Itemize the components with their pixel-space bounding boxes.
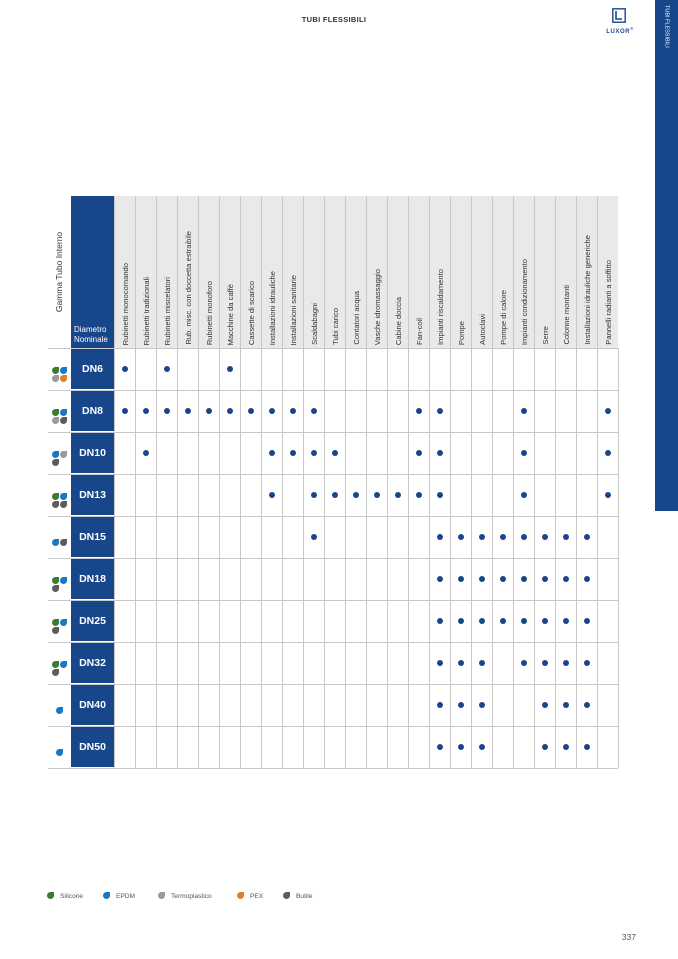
brand-name: LUXOR®: [606, 26, 634, 35]
application-dot: [332, 492, 338, 498]
column-header: [114, 196, 135, 348]
column-header: [450, 196, 471, 348]
column-header: [471, 196, 492, 348]
row-divider: [48, 432, 618, 433]
row-divider: [48, 348, 618, 349]
application-dot: [122, 408, 128, 414]
column-divider: [261, 348, 262, 768]
material-icons: [48, 390, 70, 432]
application-dot: [311, 408, 317, 414]
column-header-label: Rubinetti miscelatori: [162, 276, 172, 345]
application-dot: [479, 534, 485, 540]
application-dot: [164, 408, 170, 414]
application-dot: [542, 660, 548, 666]
butile-drop-icon: [52, 495, 59, 502]
application-dot: [290, 450, 296, 456]
dn-label: DN50: [71, 726, 114, 767]
luxor-logo-icon: [612, 8, 626, 23]
butile-drop-icon: [52, 453, 59, 460]
material-icons: [48, 558, 70, 600]
epdm-drop-icon: [52, 533, 59, 540]
application-dot: [458, 702, 464, 708]
epdm-drop-icon: [56, 743, 63, 750]
application-dot: [563, 534, 569, 540]
column-divider: [534, 348, 535, 768]
column-header: [387, 196, 408, 348]
column-divider: [513, 348, 514, 768]
application-dot: [605, 450, 611, 456]
epdm-drop-icon: [56, 701, 63, 708]
butile-drop-icon: [60, 533, 67, 540]
material-icons: [48, 474, 70, 516]
column-header-label: Pompe: [456, 320, 466, 345]
dn-label: DN25: [71, 600, 114, 641]
application-dot: [521, 576, 527, 582]
column-header: [282, 196, 303, 348]
column-header-label: Pompe di calore: [498, 290, 508, 345]
application-dot: [521, 618, 527, 624]
column-header: [345, 196, 366, 348]
epdm-drop-icon: [60, 571, 67, 578]
dn-label: DN32: [71, 642, 114, 683]
termoplastico-drop-icon: [52, 411, 59, 418]
application-dot: [311, 534, 317, 540]
legend-label: Silicone: [60, 893, 84, 900]
column-divider: [303, 348, 304, 768]
application-dot: [437, 618, 443, 624]
column-divider: [114, 348, 115, 768]
application-dot: [269, 450, 275, 456]
page-number: 337: [621, 932, 636, 942]
application-dot: [563, 576, 569, 582]
application-dot: [164, 366, 170, 372]
application-dot: [563, 660, 569, 666]
column-header-label: Rubinetti tradizionali: [141, 276, 151, 345]
application-dot: [143, 450, 149, 456]
column-header: [177, 196, 198, 348]
application-dot: [395, 492, 401, 498]
column-header: [324, 196, 345, 348]
application-dot: [458, 618, 464, 624]
termoplastico-drop-icon: [158, 892, 168, 901]
application-dot: [542, 576, 548, 582]
application-dot: [479, 660, 485, 666]
dn-label: DN18: [71, 558, 114, 599]
application-dot: [143, 408, 149, 414]
termoplastico-drop-icon: [60, 445, 67, 452]
column-header-label: Cabine doccia: [393, 296, 403, 345]
column-header-label: Installazioni idrauliche: [267, 270, 277, 345]
legend-label: PEX: [250, 893, 264, 900]
column-header-label: Autoclavi: [477, 314, 487, 345]
column-header: [576, 196, 597, 348]
row-divider: [48, 474, 618, 475]
column-divider: [408, 348, 409, 768]
material-icons: [48, 600, 70, 642]
column-divider: [198, 348, 199, 768]
column-header: [534, 196, 555, 348]
epdm-drop-icon: [60, 403, 67, 410]
column-divider: [450, 348, 451, 768]
application-dot: [227, 408, 233, 414]
row-divider: [48, 684, 618, 685]
column-divider: [282, 348, 283, 768]
application-dot: [437, 534, 443, 540]
column-header: [513, 196, 534, 348]
row-divider: [48, 600, 618, 601]
application-dot: [437, 660, 443, 666]
material-icons: [48, 726, 70, 768]
side-tab: [655, 0, 678, 511]
column-header-label: Serre: [540, 326, 550, 345]
column-header-label: Tubi carico: [330, 308, 340, 345]
application-dot: [437, 744, 443, 750]
application-dot: [542, 744, 548, 750]
silicone-drop-icon: [52, 361, 59, 368]
column-header: [135, 196, 156, 348]
legend-item-epdm: [103, 892, 135, 901]
application-dot: [500, 576, 506, 582]
column-header-label: Installazioni idrauliche generiche: [582, 235, 592, 345]
column-header: [261, 196, 282, 348]
column-divider: [324, 348, 325, 768]
application-dot: [311, 492, 317, 498]
pex-drop-icon: [60, 369, 67, 376]
side-tab-label: TUBI FLESSIBILI: [663, 5, 670, 48]
pex-drop-icon: [237, 892, 247, 901]
application-dot: [416, 408, 422, 414]
material-icons: [48, 432, 70, 474]
column-header: [429, 196, 450, 348]
column-divider: [156, 348, 157, 768]
application-dot: [122, 366, 128, 372]
row-divider: [48, 726, 618, 727]
butile-drop-icon: [60, 411, 67, 418]
application-dot: [563, 702, 569, 708]
silicone-drop-icon: [52, 571, 59, 578]
application-dot: [206, 408, 212, 414]
application-dot: [584, 618, 590, 624]
column-divider: [618, 348, 619, 768]
column-header-label: Fan-coil: [414, 317, 424, 345]
application-dot: [584, 576, 590, 582]
application-dot: [458, 660, 464, 666]
column-divider: [429, 348, 430, 768]
application-dot: [563, 744, 569, 750]
application-dot: [584, 534, 590, 540]
legend-label: Termoplastico: [171, 893, 212, 900]
application-dot: [542, 534, 548, 540]
legend-item-pex: [237, 892, 263, 901]
application-dot: [542, 702, 548, 708]
column-divider: [240, 348, 241, 768]
application-dot: [584, 660, 590, 666]
application-dot: [374, 492, 380, 498]
application-dot: [521, 534, 527, 540]
column-header-label: Macchine da caffè: [225, 283, 235, 345]
legend-label: EPDM: [116, 893, 136, 900]
column-divider: [366, 348, 367, 768]
material-icons: [48, 516, 70, 558]
epdm-drop-icon: [60, 487, 67, 494]
column-header: [366, 196, 387, 348]
silicone-drop-icon: [52, 613, 59, 620]
column-header-label: Vasche idromassaggio: [372, 268, 382, 345]
row-divider: [48, 558, 618, 559]
application-dot: [563, 618, 569, 624]
column-divider: [492, 348, 493, 768]
column-header-label: Installazioni sanitarie: [288, 274, 298, 345]
application-dot: [437, 450, 443, 456]
epdm-drop-icon: [52, 445, 59, 452]
dn-label: DN15: [71, 516, 114, 557]
application-dot: [479, 702, 485, 708]
column-header: [240, 196, 261, 348]
application-dot: [269, 492, 275, 498]
application-dot: [437, 492, 443, 498]
row-divider: [48, 516, 618, 517]
butile-drop-icon: [283, 892, 293, 901]
application-dot: [521, 450, 527, 456]
silicone-drop-icon: [47, 892, 57, 901]
application-dot: [269, 408, 275, 414]
column-divider: [597, 348, 598, 768]
butile-drop-icon: [60, 495, 67, 502]
butile-drop-icon: [52, 663, 59, 670]
application-dot: [500, 618, 506, 624]
column-header: [303, 196, 324, 348]
application-dot: [437, 702, 443, 708]
material-icons: [48, 348, 70, 390]
epdm-drop-icon: [60, 655, 67, 662]
column-header: [408, 196, 429, 348]
application-dot: [542, 618, 548, 624]
application-dot: [521, 408, 527, 414]
row-divider: [48, 642, 618, 643]
application-dot: [458, 576, 464, 582]
application-dot: [479, 618, 485, 624]
column-header-label: Cassette di scarico: [246, 280, 256, 345]
application-dot: [353, 492, 359, 498]
column-header-label: Scaldabagni: [309, 303, 319, 345]
application-dot: [290, 408, 296, 414]
column-header: [198, 196, 219, 348]
dn-label: DN40: [71, 684, 114, 725]
column-divider: [345, 348, 346, 768]
column-divider: [135, 348, 136, 768]
column-header-label: Rubinetti monocomando: [120, 262, 130, 345]
column-divider: [555, 348, 556, 768]
dn-header: Diametro Nominale: [71, 196, 114, 348]
silicone-drop-icon: [52, 403, 59, 410]
application-dot: [479, 576, 485, 582]
column-header-label: Contatori acqua: [351, 291, 361, 345]
row-divider: [48, 390, 618, 391]
application-dot: [437, 576, 443, 582]
column-header-label: Pannelli radianti a soffitto: [603, 260, 613, 345]
dn-label: DN10: [71, 432, 114, 473]
application-dot: [605, 492, 611, 498]
silicone-drop-icon: [52, 487, 59, 494]
application-dot: [500, 534, 506, 540]
column-header-label: Rubinetti monoforo: [204, 280, 214, 345]
page-header-title: TUBI FLESSIBILI: [301, 15, 367, 24]
application-dot: [584, 702, 590, 708]
legend-label: Butile: [296, 893, 313, 900]
application-dot: [227, 366, 233, 372]
dn-label: DN8: [71, 390, 114, 431]
dn-label: DN13: [71, 474, 114, 515]
epdm-drop-icon: [103, 892, 113, 901]
column-divider: [471, 348, 472, 768]
application-dot: [311, 450, 317, 456]
application-dot: [416, 450, 422, 456]
application-dot: [185, 408, 191, 414]
epdm-drop-icon: [60, 613, 67, 620]
application-dot: [479, 744, 485, 750]
column-header: [492, 196, 513, 348]
application-dot: [605, 408, 611, 414]
column-header: [597, 196, 618, 348]
column-header-label: Impianti condizionamento: [519, 258, 529, 345]
legend-item-butile: [283, 892, 313, 901]
butile-drop-icon: [52, 579, 59, 586]
silicone-drop-icon: [52, 655, 59, 662]
legend-item-silicone: [47, 892, 83, 901]
application-dot: [248, 408, 254, 414]
material-icons: [48, 684, 70, 726]
application-dot: [416, 492, 422, 498]
column-header: [156, 196, 177, 348]
column-header-label: Colonne montanti: [561, 285, 571, 345]
application-dot: [458, 744, 464, 750]
application-dot: [332, 450, 338, 456]
application-dot: [458, 534, 464, 540]
column-divider: [177, 348, 178, 768]
row-divider: [48, 768, 618, 769]
termoplastico-drop-icon: [52, 369, 59, 376]
application-dot: [584, 744, 590, 750]
legend-item-termoplastico: [158, 892, 212, 901]
epdm-drop-icon: [60, 361, 67, 368]
column-divider: [219, 348, 220, 768]
column-header-label: Rub. misc. con doccetta estraibile: [183, 231, 193, 345]
application-dot: [521, 492, 527, 498]
column-header-label: Impianti riscaldamento: [435, 269, 445, 345]
dn-label: DN6: [71, 348, 114, 389]
butile-drop-icon: [52, 621, 59, 628]
column-divider: [387, 348, 388, 768]
column-divider: [576, 348, 577, 768]
application-dot: [437, 408, 443, 414]
luxor-logo: [603, 8, 637, 36]
column-header: [219, 196, 240, 348]
range-title: Gamma Tubo Interno: [54, 231, 65, 313]
application-dot: [521, 660, 527, 666]
column-header: [555, 196, 576, 348]
material-icons: [48, 642, 70, 684]
